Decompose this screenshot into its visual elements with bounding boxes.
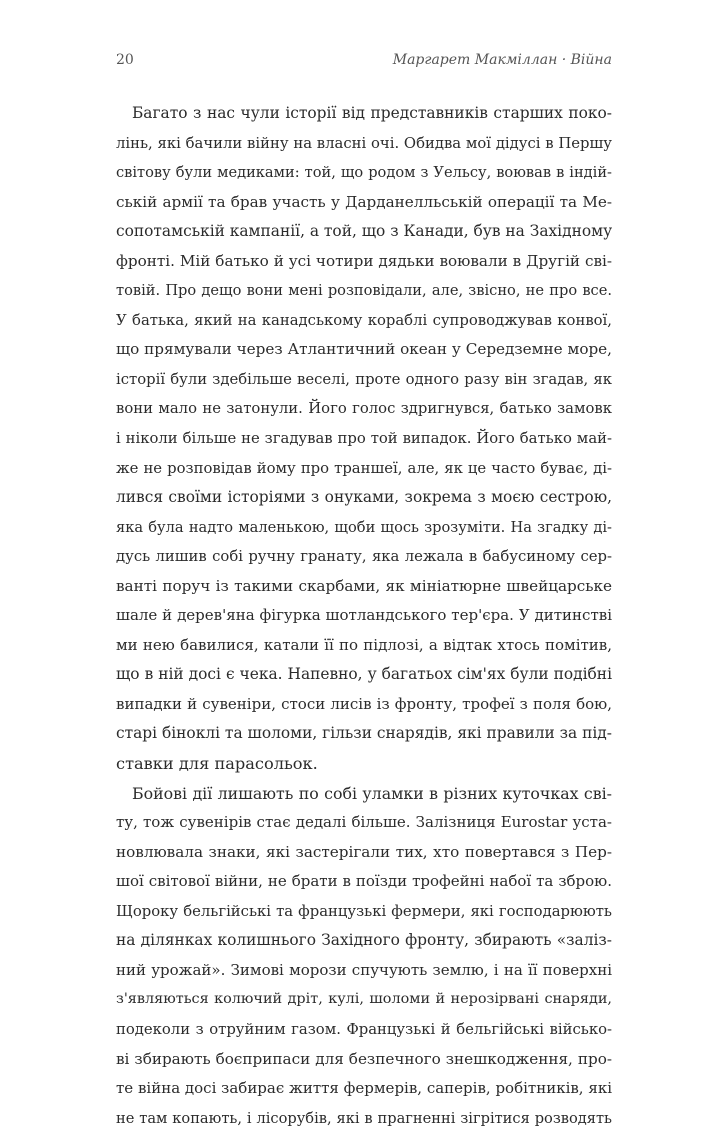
text-line: випадки й сувеніри, стоси лисів із фронту, трофеї з поля бою, (116, 694, 612, 713)
text-line: фронті. Мій батько й усі чотири дядьки воювали в Другій сві- (116, 251, 612, 270)
page-number: 20 (116, 52, 134, 68)
paragraph (116, 779, 612, 1133)
text-line: вони мало не затонули. Його голос здригнувся, батько замовк (116, 400, 612, 418)
text-line: ванті поруч із такими скарбами, як мініатюрне швейцарське (116, 576, 612, 595)
text-line: світову були медиками: той, що родом з Уельсу, воював в індій- (116, 164, 612, 182)
text-line: Багато з нас чули історії від представників старших поко- (132, 104, 612, 122)
text-line: не там копають, і лісорубів, які в прагненні зігрітися розводять (116, 1109, 612, 1127)
text-line: лився своїми історіями з онуками, зокрема з моєю сестрою, (116, 488, 612, 507)
text-line: товій. Про дещо вони мені розповідали, але, звісно, не про все. (116, 282, 612, 300)
text-line: яка була надто маленькою, щоби щось зрозуміти. На згадку ді- (116, 518, 612, 536)
text-line: старі біноклі та шоломи, гільзи снарядів, які правили за під- (116, 724, 612, 743)
text-line: ту, тож сувенірів стає дедалі більше. Залізниця Eurostar уста- (116, 813, 612, 832)
text-line: що прямували через Атлантичний океан у Середземне море, (116, 340, 612, 359)
text-line: ставки для парасольок. (116, 754, 318, 774)
text-line: Бойові дії лишають по собі уламки в різних куточках сві- (132, 783, 612, 803)
text-line: ний урожай». Зимові морози спучують землю, і на її поверхні (116, 960, 612, 979)
body-text (116, 99, 612, 1133)
text-line: на ділянках колишнього Західного фронту, збирають «заліз- (116, 931, 612, 950)
text-line: Щороку бельгійські та французькі фермери, які господарюють (116, 902, 612, 920)
text-line: шале й дерев'яна фігурка шотландського тер'єра. У дитинстві (116, 606, 612, 625)
text-line: ській армії та брав участь у Дарданелльській операції та Ме- (116, 192, 612, 211)
text-line: і ніколи більше не згадував про той випадок. Його батько май- (116, 430, 612, 448)
text-line: що в ній досі є чека. Напевно, у багатьох сім'ях були подібні (116, 665, 612, 684)
text-line: дусь лишив собі ручну гранату, яка лежала в бабусиному сер- (116, 548, 612, 566)
text-line: ві збирають боєприпаси для безпечного знешкодження, про- (116, 1049, 612, 1068)
text-line: лінь, які бачили війну на власні очі. Обидва мої дідусі в Першу (116, 134, 612, 152)
running-title: Маргарет Макміллан · Війна (392, 52, 612, 68)
text-line: У батька, який на канадському кораблі супроводжував конвої, (116, 311, 612, 329)
text-line: історії були здебільше веселі, проте одного разу він згадав, як (116, 370, 612, 388)
text-line: новлювала знаки, які застерігали тих, хто повертався з Пер- (116, 842, 612, 861)
text-line: сопотамській кампанії, а той, що з Канади, був на Західному (116, 222, 613, 241)
text-line: шої світової війни, не брати в поїзди трофейні набої та зброю. (116, 872, 612, 891)
text-line: те війна досі забирає життя фермерів, саперів, робітників, які (116, 1079, 612, 1098)
text-line: подеколи з отруйним газом. Французькі й бельгійські військо- (116, 1020, 612, 1038)
text-line: же не розповідав йому про траншеї, але, як це часто буває, ді- (116, 459, 612, 477)
text-line: ми нею бавилися, катали її по підлозі, а відтак хтось помітив, (116, 635, 612, 654)
text-line: з'являються колючий дріт, кулі, шоломи й нерозірвані снаряди, (116, 991, 612, 1008)
paragraph (116, 99, 612, 779)
running-header (116, 52, 612, 76)
